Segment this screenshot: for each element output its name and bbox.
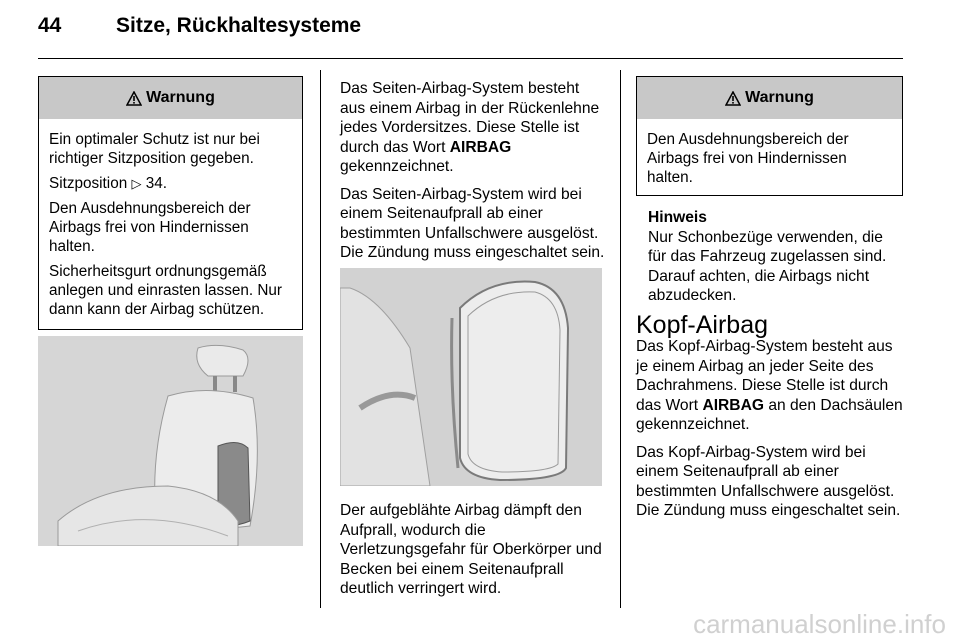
right-column <box>636 76 903 529</box>
section-title: Kopf-Airbag <box>636 310 769 339</box>
note-block <box>636 208 903 306</box>
warning-box <box>636 76 903 196</box>
warning-header <box>39 77 302 119</box>
paragraph <box>636 337 903 435</box>
warning-text: Ein optimaler Schutz ist nur bei richtiger Sitzposition gegeben. <box>49 131 260 167</box>
crossref-line <box>49 174 292 193</box>
page-number: 44 <box>38 14 62 37</box>
crossref-page: 34. <box>145 175 167 192</box>
paragraph-text: Das Kopf-Airbag-System besteht aus je einem Airbag an jeder Seite des Dachrahmens. Diese Stelle ist durch das Wort <box>636 338 893 414</box>
airbag-label: AIRBAG <box>702 396 764 414</box>
column-divider-1 <box>320 70 321 608</box>
paragraph-text: an den Dachsäulen gekennzeichnet. <box>636 396 903 433</box>
page-header <box>38 14 361 38</box>
warning-text: Den Ausdehnungsbereich der Airbags frei von Hindernissen halten. <box>49 200 251 255</box>
middle-column <box>340 79 605 271</box>
warning-box <box>38 76 303 330</box>
watermark: carmanualsonline.info <box>693 609 946 639</box>
left-column <box>38 76 303 364</box>
page-reference-arrow-icon: ▷ <box>131 176 142 191</box>
paragraph: Das Seiten-Airbag-System wird bei einem Seitenaufprall ab einer bestimmten Unfallschwere ausgelöst. Die Zündung muss eingeschaltet sein. <box>340 185 605 261</box>
warning-label: Warnung <box>146 89 215 107</box>
paragraph: Der aufgeblähte Airbag dämpft den Aufprall, wodurch die Verletzungsgefahr für Oberkörper und Becken bei einem Seitenaufprall deutlich verringert wird. <box>340 502 602 597</box>
side-airbag-illustration <box>340 268 602 486</box>
warning-text: Sicherheitsgurt ordnungsgemäß anlegen und einrasten lassen. Nur dann kann der Airbag schützen. <box>49 263 283 318</box>
warning-label: Warnung <box>745 89 814 107</box>
warning-header <box>637 77 902 119</box>
header-rule <box>38 58 903 59</box>
warning-body <box>637 119 902 195</box>
paragraph-text: gekennzeichnet. <box>340 158 454 175</box>
column-divider-2 <box>620 70 621 608</box>
note-title: Hinweis <box>648 209 707 226</box>
middle-column-bottom <box>340 501 605 607</box>
paragraph <box>340 79 605 177</box>
warning-triangle-icon <box>126 91 142 106</box>
warning-body <box>39 119 302 329</box>
paragraph-text: Das Seiten-Airbag-System besteht aus einem Airbag in der Rückenlehne jedes Vordersitzes. Diese Stelle ist durch das Wort <box>340 80 600 156</box>
paragraph: Das Kopf-Airbag-System wird bei einem Seitenaufprall ab einer bestimmten Unfallschwere ausgelöst. Die Zündung muss eingeschaltet sein. <box>636 443 901 519</box>
airbag-label: AIRBAG <box>449 138 512 156</box>
warning-triangle-icon <box>725 91 741 106</box>
seat-illustration <box>38 336 303 546</box>
warning-text: Den Ausdehnungsbereich der Airbags frei von Hindernissen halten. <box>647 131 849 186</box>
note-text: Nur Schonbezüge verwenden, die für das Fahrzeug zugelassen sind. Darauf achten, die Airbags nicht abzudecken. <box>648 228 887 304</box>
page-title: Sitze, Rückhaltesysteme <box>116 14 362 37</box>
crossref-text: Sitzposition <box>49 175 128 192</box>
